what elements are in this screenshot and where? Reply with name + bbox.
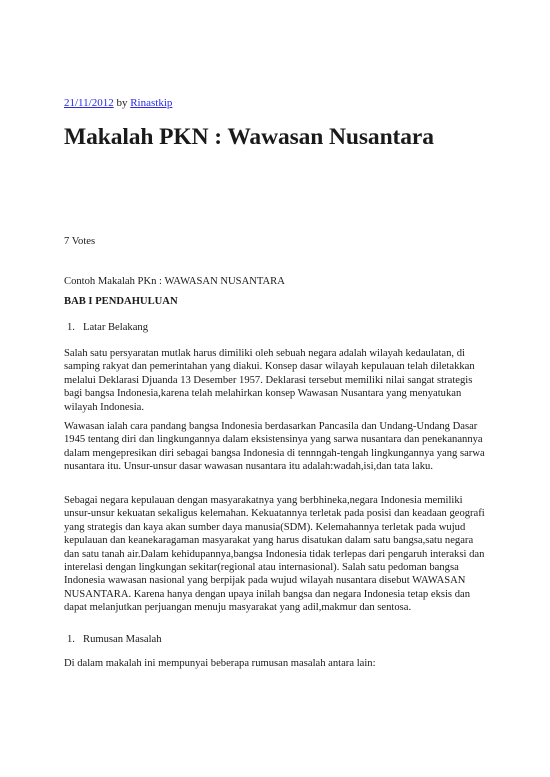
section-list-latar: [64, 321, 148, 334]
post-title: Makalah PKN : Wawasan Nusantara: [64, 124, 434, 150]
list-item-number: 1.: [67, 634, 75, 645]
chapter-heading: BAB I PENDAHULUAN: [64, 296, 178, 307]
paragraph-1: Salah satu persyaratan mutlak harus dimiliki oleh sebuah negara adalah wilayah kedaulatan, di samping rakyat dan pemerintahan yang diakui. Konsep dasar wilayah kepulauan telah diletakkan melalui Deklarasi Djuanda 13 Desember 1957. Deklarasi tersebut memiliki nilai sangat strategis bagi bangsa Indonesia,karena telah melahirkan konsep Wawasan Nusantara yang menyatukan wilayah Indonesia.: [64, 348, 475, 413]
list-item: [64, 633, 162, 646]
post-author-link[interactable]: Rinastkip: [130, 97, 173, 109]
paragraph-3: Sebagai negara kepulauan dengan masyarakatnya yang berbhineka,negara Indonesia memiliki unsur-unsur kekuatan sekaligus kelemahan. Kekuatannya terletak pada posisi dan keadaan geografi yang strategis dan kaya akan sumber daya manusia(SDM). Kelemahannya terletak pada wujud kepulauan dan keanekaragaman masyarakat yang harus disatukan dalam satu bangsa,satu negara dan satu tanah air.Dalam kehidupannya,bangsa Indonesia tidak terlepas dari pengaruh interaksi dan interelasi dengan lingkungan sekitar(regional atau internasional). Salah satu pedoman bangsa Indonesia wawasan nasional yang berpijak pada wujud wilayah nusantara disebut WAWASAN NUSANTARA. Karena hanya dengan upaya inilah bangsa dan negara Indonesia tetap eksis dan dapat melanjutkan perjuangan menuju masyarakat yang adil,makmur dan sentosa.: [64, 495, 485, 614]
list-item: [64, 321, 148, 334]
paragraph-4: Di dalam makalah ini mempunyai beberapa rumusan masalah antara lain:: [64, 658, 376, 669]
list-item-label: Latar Belakang: [83, 322, 149, 333]
list-item-number: 1.: [67, 322, 75, 333]
post-date-link[interactable]: 21/11/2012: [64, 97, 114, 109]
paragraph-2: Wawasan ialah cara pandang bangsa Indonesia berdasarkan Pancasila dan Undang-Undang Dasar 1945 tentang diri dan lingkungannya dalam eksistensinya yang sarwa nusantara dan penekanannya dalam mengepresikan diri sebagai bangsa Indonesia di tennngah-tengah lingkungannya yang sarwa nusantara itu. Unsur-unsur dasar wawasan nusantara itu adalah:wadah,isi,dan tata laku.: [64, 421, 485, 473]
section-list-rumusan: [64, 633, 162, 646]
votes-count: 7 Votes: [64, 236, 96, 247]
post-meta: [64, 96, 172, 110]
post-by-label: by: [116, 97, 128, 109]
list-item-label: Rumusan Masalah: [83, 634, 162, 645]
intro-line: Contoh Makalah PKn : WAWASAN NUSANTARA: [64, 276, 285, 287]
